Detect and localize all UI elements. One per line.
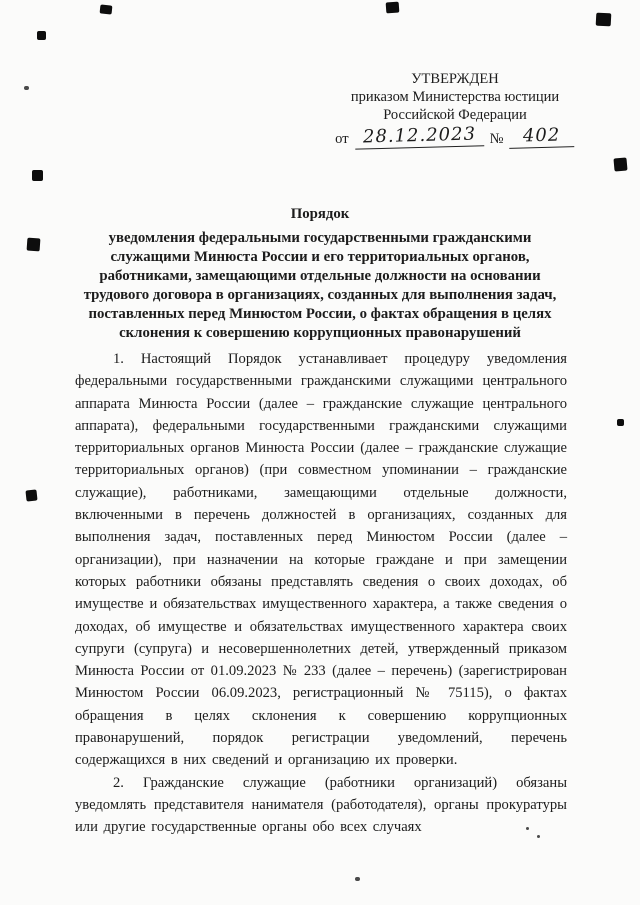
scan-artifact — [27, 238, 41, 252]
paragraph-1: 1. Настоящий Порядок устанавливает процедуру уведомления федеральными государственными гражданскими служащими центрального аппарата Минюста России (далее – гражданские служащие центрального аппарата), федеральными государственными гражданскими служащими территориальных органов Минюста России (далее – гражданские служащие территориальных органов) (при совместном упоминании – гражданские служащие), работниками, замещающими отдельные должности, включенными в перечень должностей в организациях, созданных для выполнения задач, поставленных перед Минюстом России (далее – организации), при назначении на которые граждане и при замещении которых работники обязаны представлять сведения о своих доходах, об имуществе и обязательствах имущественного характера, а также сведения о доходах, об имуществе и обязательствах имущественного характера своих супруги (супруга) и несовершеннолетних детей, утвержденный приказом Минюста России от 01.09.2023 № 233 (далее – перечень) (зарегистрирован Минюстом России 06.09.2023, регистрационный № 75115), о фактах обращения в целях склонения к совершению коррупционных правонарушений, порядок регистрации уведомлений, перечень содержащихся в них сведений и организацию их проверки. — [75, 351, 567, 769]
scan-artifact — [355, 877, 360, 881]
scan-artifact — [613, 157, 627, 171]
scan-artifact — [32, 170, 43, 181]
number-sign: № — [489, 131, 504, 147]
approval-approved-label: УТВЕРЖДЕН — [411, 71, 499, 87]
scan-artifact — [617, 419, 624, 426]
title-heading: Порядок — [290, 206, 350, 222]
approval-block — [335, 70, 572, 148]
paragraph-2: 2. Гражданские служащие (работники организаций) обязаны уведомлять представителя нанимателя (работодателя), органы прокуратуры или другие государственные органы обо всех случаях — [75, 774, 567, 836]
title-subtitle: уведомления федеральными государственными гражданскими служащими Минюста России и его территориальных органов, работниками, замещающими отдельные должности на основании трудового договора в организациях, созданных для выполнения задач, поставленных перед Минюстом России, о фактах обращения в целях склонения к совершению коррупционных правонарушений — [83, 230, 557, 341]
from-label: от — [335, 131, 349, 147]
scan-artifact — [100, 4, 113, 14]
document-body — [75, 348, 567, 839]
approval-order-line: приказом Министерства юстиции — [350, 89, 560, 105]
scan-artifact — [25, 489, 37, 501]
approval-federation-line: Российской Федерации — [383, 107, 527, 123]
scan-artifact — [24, 86, 29, 90]
scan-artifact — [37, 31, 46, 40]
document-title — [70, 205, 570, 343]
approval-date-number-line — [335, 123, 572, 148]
scan-artifact — [386, 2, 400, 14]
handwritten-number: 402 — [509, 125, 575, 149]
handwritten-date: 28.12.2023 — [354, 124, 484, 149]
scan-artifact — [596, 13, 612, 27]
